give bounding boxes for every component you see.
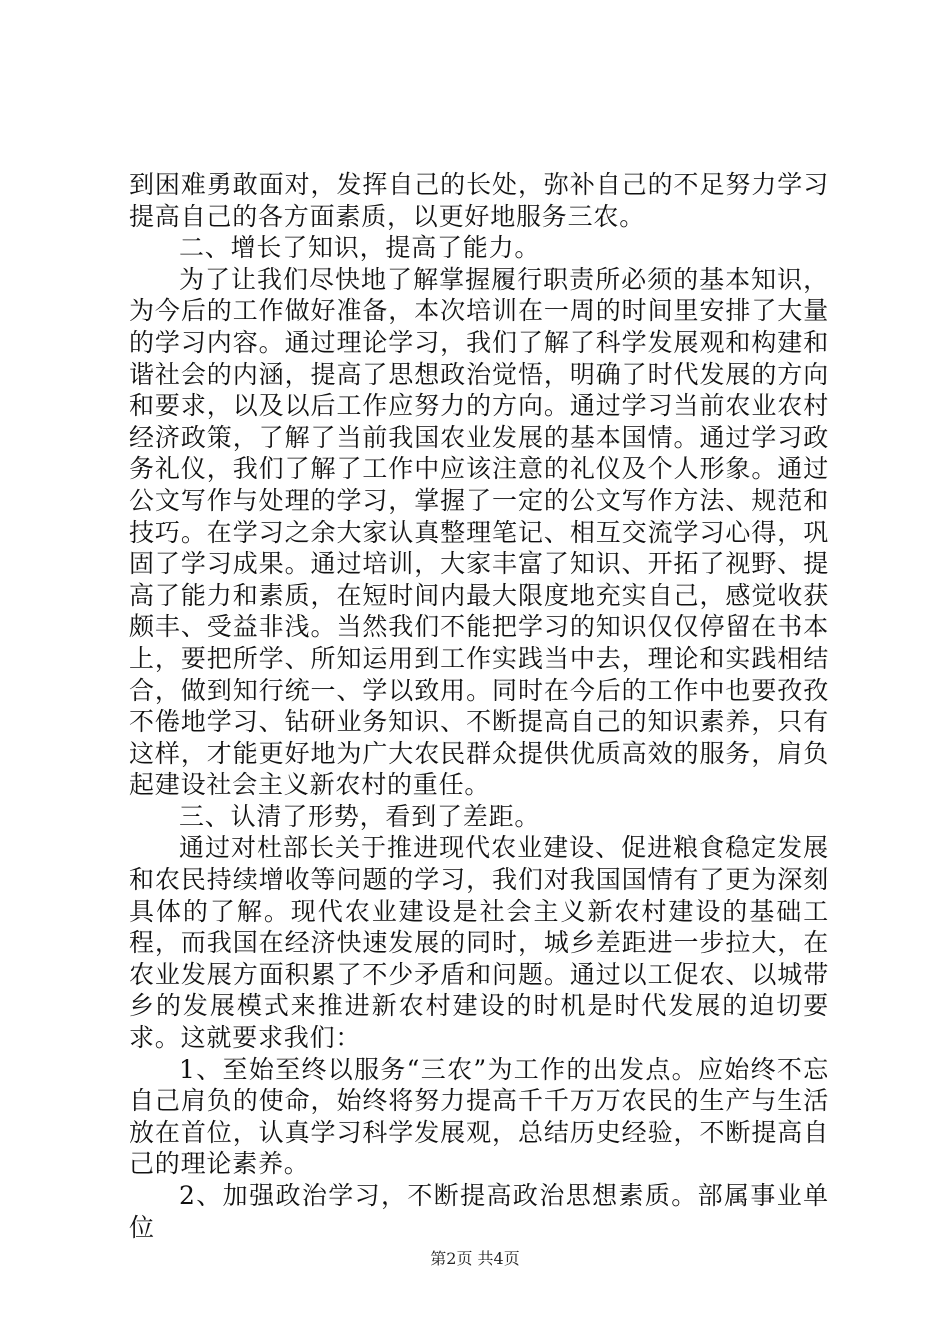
list-item-one: 1、至始至终以服务“三农”为工作的出发点。应始终不忘自己肩负的使命，始终将努力提高千千万万农民的生产与生活放在首位，认真学习科学发展观，总结历史经验，不断提高自己的理论素养。 (129, 1054, 829, 1179)
document-body (129, 169, 829, 1243)
section-heading-two: 二、增长了知识，提高了能力。 (179, 233, 541, 263)
paragraph-continuation: 到困难勇敢面对，发挥自己的长处，弥补自己的不足努力学习提高自己的各方面素质，以更好地服务三农。 (129, 170, 829, 231)
paragraph-situation: 通过对杜部长关于推进现代农业建设、促进粮食稳定发展和农民持续增收等问题的学习，我们对我国国情有了更为深刻具体的了解。现代农业建设是社会主义新农村建设的基础工程，而我国在经济快速发展的同时，城乡差距进一步拉大，在农业发展方面积累了不少矛盾和问题。通过以工促农、以城带乡的发展模式来推进新农村建设的时机是时代发展的迫切要求。这就要求我们： (129, 833, 829, 1053)
section-heading-three: 三、认清了形势，看到了差距。 (179, 801, 541, 831)
list-item-two: 2、加强政治学习，不断提高政治思想素质。部属事业单位 (129, 1181, 829, 1242)
page-footer: 第2页 共4页 (430, 1249, 520, 1268)
paragraph-knowledge: 为了让我们尽快地了解掌握履行职责所必须的基本知识，为今后的工作做好准备，本次培训在一周的时间里安排了大量的学习内容。通过理论学习，我们了解了科学发展观和构建和谐社会的内涵，提高了思想政治觉悟，明确了时代发展的方向和要求，以及以后工作应努力的方向。通过学习当前农业农村经济政策，了解了当前我国农业发展的基本国情。通过学习政务礼仪，我们了解了工作中应该注意的礼仪及个人形象。通过公文写作与处理的学习，掌握了一定的公文写作方法、规范和技巧。在学习之余大家认真整理笔记、相互交流学习心得，巩固了学习成果。通过培训，大家丰富了知识、开拓了视野、提高了能力和素质，在短时间内最大限度地充实自己，感觉收获颇丰、受益非浅。当然我们不能把学习的知识仅仅停留在书本上，要把所学、所知运用到工作实践当中去，理论和实践相结合，做到知行统一、学以致用。同时在今后的工作中也要孜孜不倦地学习、钻研业务知识、不断提高自己的知识素养，只有这样，才能更好地为广大农民群众提供优质高效的服务，肩负起建设社会主义新农村的重任。 (129, 264, 829, 800)
